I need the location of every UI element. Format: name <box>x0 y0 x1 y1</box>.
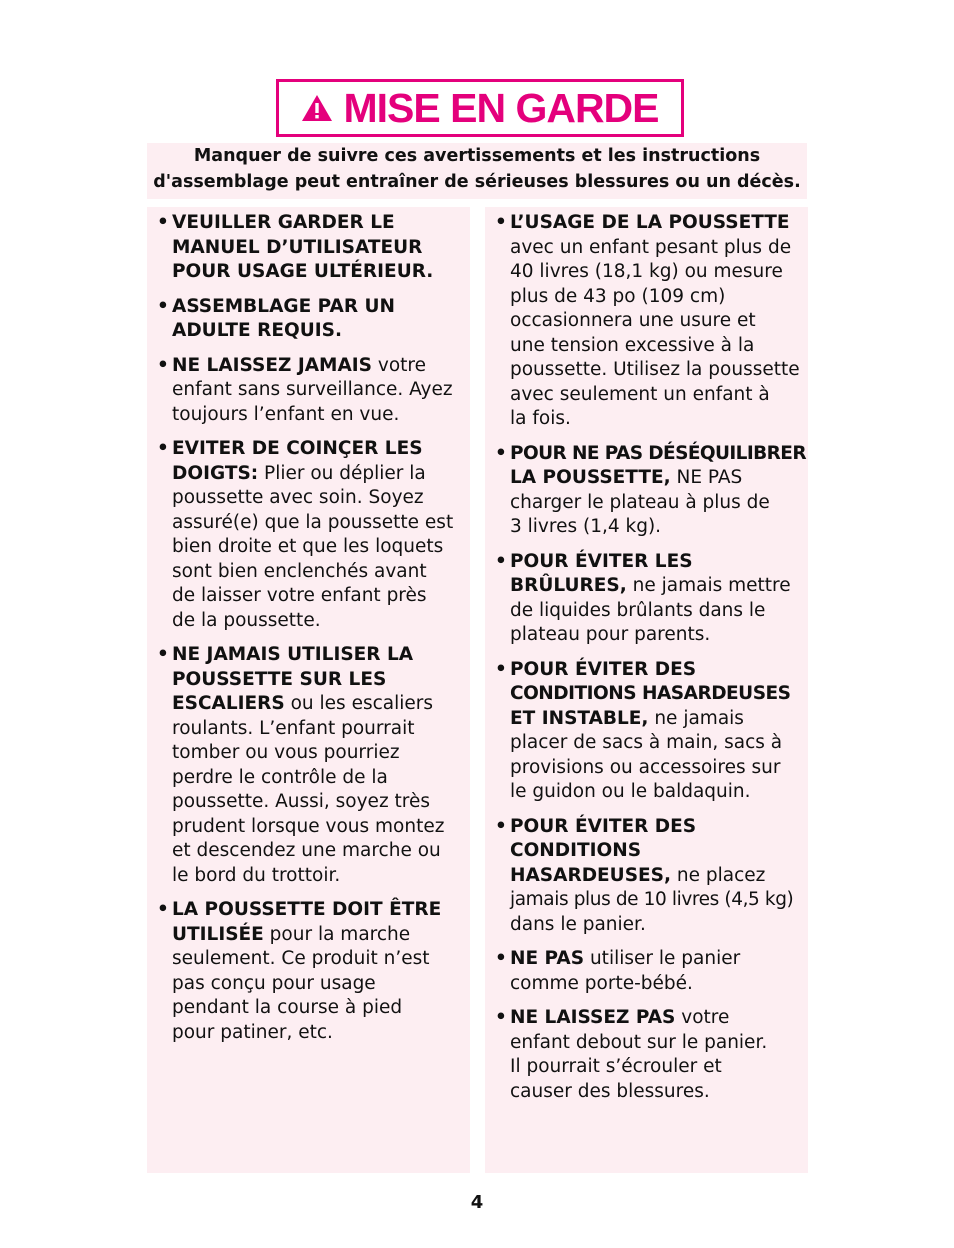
list-item: • NE JAMAIS UTILISER LA POUSSETTE SUR LES ESCALIERS ou les escaliers roulants. L’enfant pourrait tomber ou vous pourriez perdre le contrôle de la poussette. Aussi, soyez très prudent lorsque vous montez et descendez une marche ou le bord du trottoir. <box>157 644 445 886</box>
list-item: • ASSEMBLAGE PAR UN ADULTE REQUIS. <box>157 295 396 341</box>
list-item: • LA POUSSETTE DOIT ÊTRE UTILISÉE pour la marche seulement. Ce produit n’est pas conçu pour usage pendant la course à pied pour patiner, etc. <box>157 899 442 1043</box>
right-column <box>485 207 808 1173</box>
intro-line: Manquer de suivre ces avertissements et les instructions <box>193 146 761 166</box>
list-item: • NE PAS utiliser le panier comme porte-bébé. <box>495 948 741 994</box>
list-item: • L’USAGE DE LA POUSSETTE avec un enfant pesant plus de 40 livres (18,1 kg) ou mesure plus de 43 po (109 cm) occasionnera une usure et une tension excessive à la poussette. Utilisez la poussette avec seulement un enfant à la fois. <box>495 212 800 429</box>
intro-warning <box>147 143 807 199</box>
list-item: • NE LAISSEZ PAS votre enfant debout sur le panier. Il pourrait s’écrouler et causer des blessures. <box>495 1007 768 1102</box>
list-item: • NE LAISSEZ JAMAIS votre enfant sans surveillance. Ayez toujours l’enfant en vue. <box>157 354 453 425</box>
page-title: MISE EN GARDE <box>343 84 659 131</box>
warning-triangle-icon <box>301 94 333 122</box>
list-item: • POUR ÉVITER DES CONDITIONS HASARDEUSES ET INSTABLE, ne jamais placer de sacs à main, sacs à provisions ou accessoires sur le guidon ou le baldaquin. <box>495 658 791 802</box>
intro-line: d'assemblage peut entraîner de sérieuses blessures ou un décès. <box>153 172 801 192</box>
list-item: • EVITER DE COINÇER LES DOIGTS: Plier ou déplier la poussette avec soin. Soyez assuré(e) que la poussette est bien droite et que les loquets sont bien enclenchés avant de laisser votre enfant près de la poussette. <box>157 438 454 631</box>
list-item: • POUR ÉVITER LES BRÛLURES, ne jamais mettre de liquides brûlants dans le plateau pour parents. <box>495 550 791 645</box>
list-item: • POUR ÉVITER DES CONDITIONS HASARDEUSES, ne placez jamais plus de 10 livres (4,5 kg) dans le panier. <box>495 815 794 935</box>
warning-header <box>276 79 684 137</box>
list-item: • VEUILLER GARDER LE MANUEL D’UTILISATEUR POUR USAGE ULTÉRIEUR. <box>157 212 434 282</box>
list-item: • POUR NE PAS DÉSÉQUILIBRER LA POUSSETTE, NE PAS charger le plateau à plus de 3 livres (1,4 kg). <box>495 442 806 537</box>
page-number: 4 <box>470 1192 484 1213</box>
left-column <box>147 207 470 1173</box>
